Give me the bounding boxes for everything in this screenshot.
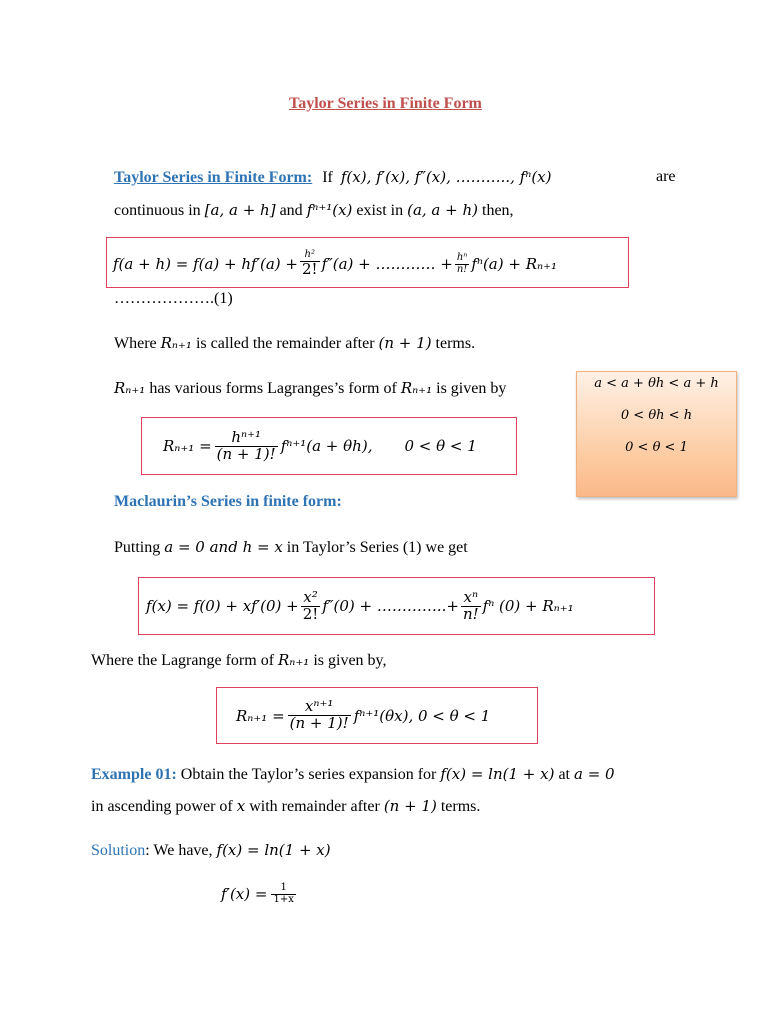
intro-exist: exist in — [356, 202, 404, 219]
where-lagrange-sentence: Where the Lagrange form of Rₙ₊₁ is given by, — [91, 651, 387, 669]
derivative-formula: f′(x) = $\frac{1}{1+x}$ — [221, 882, 294, 905]
example-line-2: in ascending power of x with remainder after (n + 1) terms. — [91, 797, 481, 815]
eq1-rhs: fⁿ(a) + Rₙ₊₁ — [471, 255, 557, 273]
interval-open: (a, a + h) — [407, 201, 478, 219]
bound-line-1: a < a + θh < a + h — [594, 376, 719, 391]
solution-line: Solution: We have, f(x) = ln(1 + x) — [91, 841, 331, 859]
intro-are: are — [656, 168, 676, 185]
eq1-frac-2: $\frac{\text{hⁿ}}{n!}$ — [456, 252, 468, 275]
remainder-sentence: Where Rₙ₊₁ is called the remainder after (n + 1) terms. — [114, 334, 476, 352]
intro-functions: f(x), f′(x), f″(x), ……….., fⁿ(x) — [340, 168, 552, 186]
maclaurin-heading: Maclaurin’s Series in finite form: — [114, 493, 342, 510]
eq3-frac-1: $\frac{\text{x²}}{2!}$ — [302, 587, 319, 623]
solution-label: Solution — [91, 842, 146, 859]
example-line-1: Example 01: Obtain the Taylor’s series expansion for f(x) = ln(1 + x) at a = 0 — [91, 765, 615, 783]
section-label: Taylor Series in Finite Form: — [114, 169, 313, 186]
lagrange-sentence: Rₙ₊₁ has various forms Lagranges’s form of Rₙ₊₁ is given by — [114, 379, 507, 397]
eq1-lhs: f(a + h) = f(a) + hf′(a) + — [113, 255, 298, 273]
eq2-frac: $\frac{\text{hⁿ⁺¹}}{(n + 1)!}$ — [216, 427, 276, 463]
intro-if: If — [322, 169, 333, 186]
lagrange-remainder-formula: Rₙ₊₁ = $\frac{\text{hⁿ⁺¹}}{(n + 1)!}$ fⁿ⁺¹(a + θh), 0 < θ < 1 — [163, 427, 477, 463]
bound-line-2: 0 < θh < h — [620, 408, 693, 423]
eq3-frac-2: $\frac{\text{xⁿ}}{n!}$ — [462, 587, 479, 623]
equation-tag-1: ……………….(1) — [114, 290, 233, 307]
taylor-formula — [113, 246, 557, 282]
intro-then: then, — [482, 202, 514, 219]
page-title: Taylor Series in Finite Form — [289, 95, 482, 112]
interval-closed: [a, a + h] — [204, 201, 276, 219]
example-label: Example 01: — [91, 766, 177, 783]
maclaurin-formula: f(x) = f(0) + xf′(0) + $\frac{\text{x²}}{2!}$ f″(0) + …………..+ $\frac{\text{xⁿ}}{n!}$ fⁿ (0) + Rₙ₊₁ — [146, 587, 574, 623]
intro-continuous: continuous in — [114, 202, 201, 219]
intro-line-1 — [114, 168, 552, 187]
derivative-frac: $\frac{1}{1+x}$ — [273, 882, 294, 905]
maclaurin-remainder-formula: Rₙ₊₁ = $\frac{\text{xⁿ⁺¹}}{(n + 1)!}$ fⁿ⁺¹(θx), 0 < θ < 1 — [236, 697, 491, 732]
remainder-symbol: Rₙ₊₁ — [160, 334, 192, 352]
eq1-frac-1: $\frac{\text{h²}}{2!}$ — [301, 249, 318, 278]
intro-fn1: fⁿ⁺¹(x) — [306, 201, 353, 219]
bound-line-3: 0 < θ < 1 — [625, 440, 688, 455]
intro-and: and — [279, 202, 303, 219]
putting-sentence: Putting a = 0 and h = x in Taylor’s Series (1) we get — [114, 538, 468, 556]
intro-line-2 — [114, 201, 514, 220]
eq4-frac: $\frac{\text{xⁿ⁺¹}}{(n + 1)!}$ — [289, 697, 349, 732]
eq1-mid: f″(a) + ………… + — [321, 255, 453, 273]
